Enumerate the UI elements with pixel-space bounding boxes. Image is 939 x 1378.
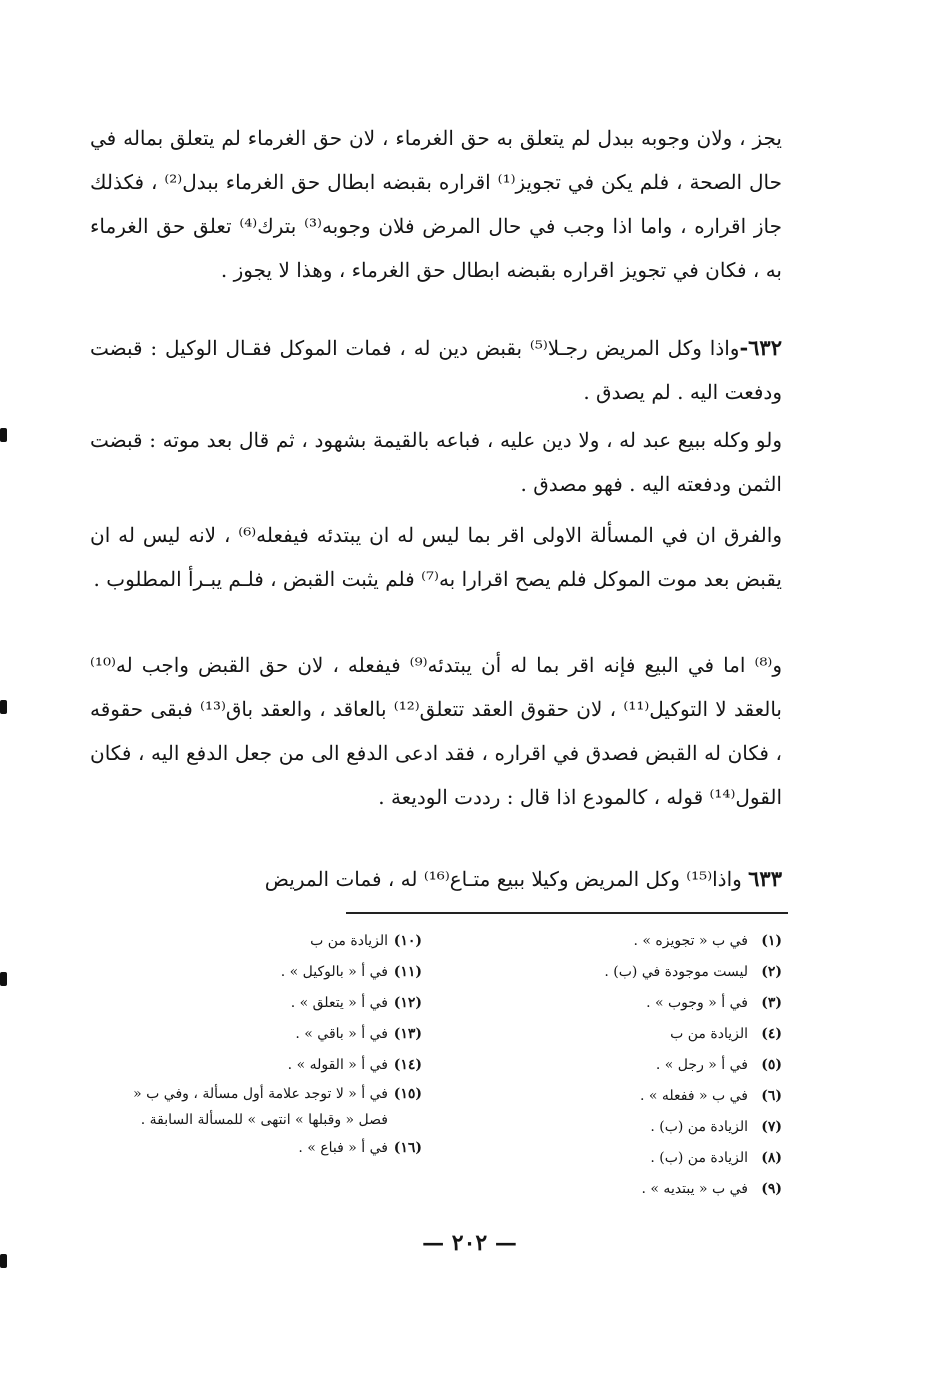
- footnote: [480, 1112, 782, 1143]
- footnote: [100, 926, 422, 957]
- footnote: [480, 1081, 782, 1112]
- footnote-number: (٧): [761, 1119, 782, 1135]
- footnote-number: (١٣): [393, 1026, 422, 1042]
- footnote-number: (١٤): [393, 1057, 422, 1073]
- footnote-text: الزيادة من (ب) .: [650, 1119, 748, 1135]
- footnote-text: في أ « باقي » .: [295, 1026, 388, 1042]
- footnote: [100, 1050, 422, 1081]
- footnote: [480, 1050, 782, 1081]
- footnote-separator: [346, 912, 788, 914]
- issue-number: ٦٣٢-: [739, 335, 782, 360]
- footnote-number: (١٦): [393, 1140, 422, 1156]
- paragraph-sale-case: [90, 418, 782, 506]
- footnote-text: في أ « بالوكيل » .: [280, 964, 388, 980]
- footnote-number: (٢): [761, 964, 782, 980]
- issue-number: ٦٣٣: [748, 866, 782, 891]
- footnote: [480, 988, 782, 1019]
- paragraph-text: والفرق ان في المسألة الاولى اقر بما ليس له ان يبتدئه فيفعله⁽⁶⁾ ، لانه ليس له ان يقبض بعد موت الموكل فلم يصح اقرارا به⁽⁷⁾ فلم يثبت القبض ، فلـم يبـرأ المطلوب .: [90, 523, 782, 591]
- footnote-number: (٨): [761, 1150, 782, 1166]
- footnote-text: في ب « ففعله » .: [639, 1088, 748, 1104]
- page-number: — ٢٠٢ —: [422, 1230, 517, 1256]
- footnote-text: الزيادة من ب: [670, 1026, 748, 1042]
- paragraph-633: [90, 857, 782, 901]
- footnote-number: (٦): [761, 1088, 782, 1104]
- footnote: [480, 957, 782, 988]
- footnote-text: ليست موجودة في (ب) .: [604, 964, 748, 980]
- footnote-number: (٣): [761, 995, 782, 1011]
- footnote: [480, 1143, 782, 1174]
- scan-edge-mark: [0, 700, 7, 714]
- paragraph-text: ولو وكله ببيع عبد له ، ولا دين عليه ، فباعه بالقيمة بشهود ، ثم قال بعد موته : قبضت الثمن ودفعته اليه . فهو مصدق .: [90, 428, 782, 496]
- footnote-number: (١١): [393, 964, 422, 980]
- footnote-text: في أ « لا توجد علامة أول مسألة ، وفي ب « فصل « وقبلها » انتهى » للمسألة السابقة .: [133, 1086, 388, 1128]
- footnote: [100, 1133, 422, 1164]
- paragraph-text: واذا وكل المريض رجـلا⁽⁵⁾ بقبض دين له ، فمات الموكل فقـال الوكيل : قبضت ودفعت اليه . لم يصدق .: [90, 336, 782, 404]
- footnote-text: الزيادة من ب: [310, 933, 388, 949]
- paragraph-632: [90, 326, 782, 414]
- footnote: [100, 988, 422, 1019]
- footnote-number: (٤): [761, 1026, 782, 1042]
- paragraph-text: يجز ، ولان وجوبه ببدل لم يتعلق به حق الغرماء ، لان حق الغرماء لم يتعلق بماله في حال الصحة ، فلم يكن في تجويز⁽¹⁾ اقراره بقبضه ابطال حق الغرماء ببدل⁽²⁾ ، فكذلك جاز اقراره ، واما اذا وجب في حال المرض فلان وجوبه⁽³⁾ بترك⁽⁴⁾ تعلق حق الغرماء به ، فكان في تجويز اقراره بقبضه ابطال حق الغرماء ، وهذا لا يجوز .: [90, 126, 783, 282]
- paragraph-sale-explanation: [90, 643, 782, 819]
- footnote: [100, 1019, 422, 1050]
- footnote: [100, 957, 422, 988]
- footnote-text: في أ « يتعلق » .: [290, 995, 388, 1011]
- scan-edge-mark: [0, 1254, 7, 1268]
- footnote-text: في أ « رجل » .: [655, 1057, 748, 1073]
- footnote-text: في أ « فباع » .: [298, 1140, 388, 1156]
- scan-edge-mark: [0, 428, 7, 442]
- footnote-text: في ب « تجويزه » .: [633, 933, 748, 949]
- paragraph-text: و⁽⁸⁾ اما في البيع فإنه اقر بما له أن يبتدئه⁽⁹⁾ فيفعله ، لان حق القبض واجب له⁽¹⁰⁾ بالعقد لا التوكيل⁽¹¹⁾ ، لان حقوق العقد تتعلق⁽¹²⁾ بالعاقد ، والعقد باق⁽¹³⁾ فبقى حقوقه ، فكان له القبض فصدق في اقراره ، فقد ادعى الدفع الى من جعل الدفع اليه ، فكان القول⁽¹⁴⁾ قوله ، كالمودع اذا قال : رددت الوديعة .: [90, 653, 782, 809]
- footnote: [480, 1019, 782, 1050]
- footnotes-right-column: [480, 926, 782, 1205]
- scan-edge-mark: [0, 972, 7, 986]
- paragraph-difference: [90, 513, 782, 601]
- footnote-number: (١٢): [393, 995, 422, 1011]
- paragraph-continuation: [90, 116, 782, 292]
- footnote-number: (١): [761, 933, 782, 949]
- paragraph-text: واذا⁽¹⁵⁾ وكل المريض وكيلا ببيع متـاع⁽¹⁶⁾ له ، فمات المريض: [264, 867, 742, 891]
- footnote-number: (١٥): [393, 1086, 422, 1102]
- footnote-text: الزيادة من (ب) .: [650, 1150, 748, 1166]
- footnote: [480, 926, 782, 957]
- footnote-number: (٥): [761, 1057, 782, 1073]
- footnote-text: في ب « يبتديه » .: [641, 1181, 748, 1197]
- footnote-text: في أ « القوله » .: [287, 1057, 388, 1073]
- footnote-number: (٩): [761, 1181, 782, 1197]
- footnote-text: في أ « وجوب » .: [646, 995, 748, 1011]
- footnote-number: (١٠): [393, 933, 422, 949]
- footnote: [480, 1174, 782, 1205]
- footnotes-left-column: [100, 926, 422, 1164]
- footnote: [100, 1081, 422, 1133]
